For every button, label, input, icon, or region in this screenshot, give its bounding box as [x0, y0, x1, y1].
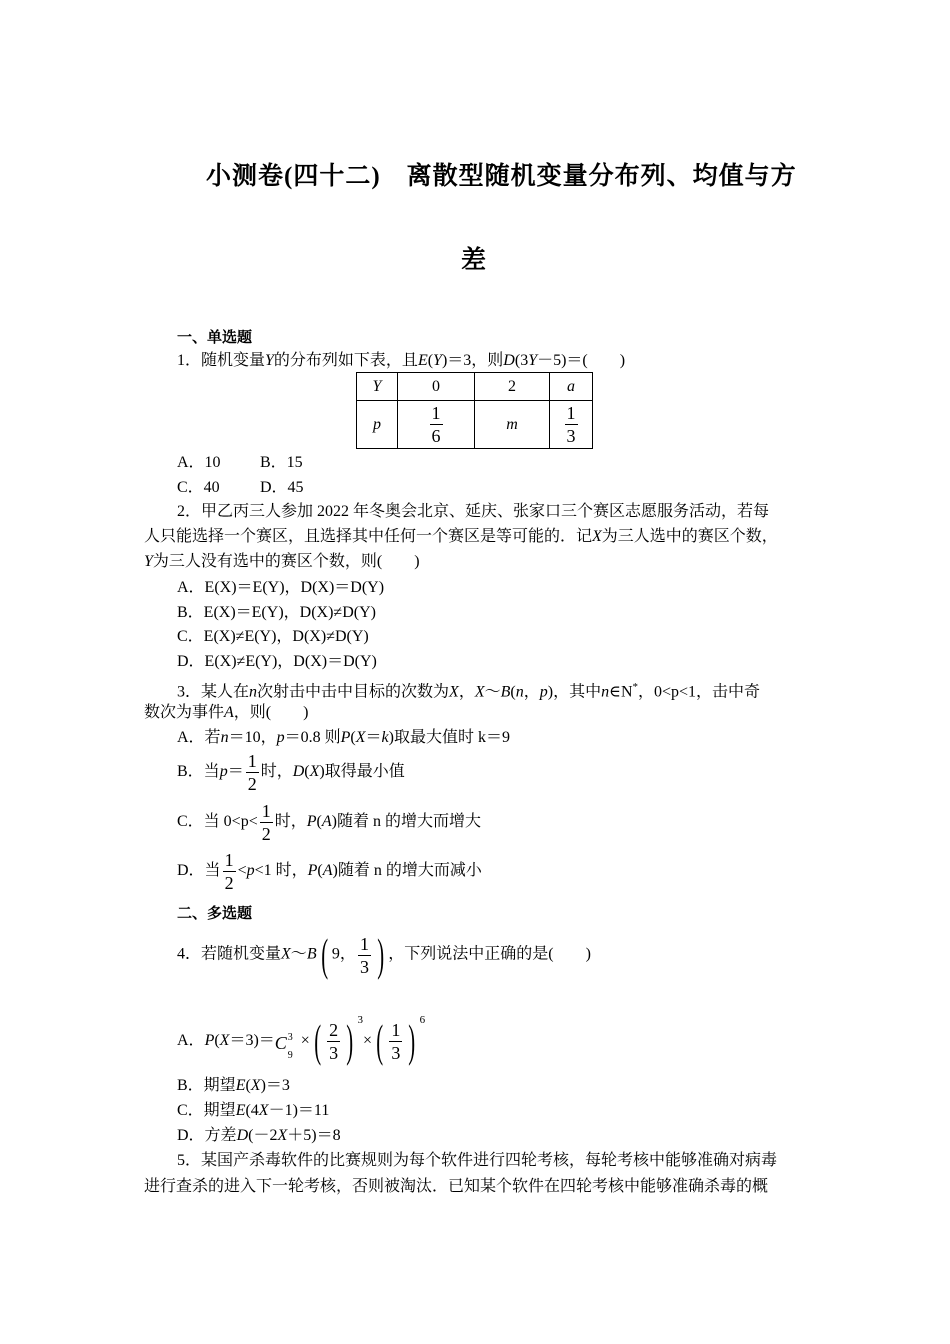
- question-3-option-c: C．当 0<p< $\frac{1}{2}$ 时，P(A)随着 n 的增大而增大: [177, 801, 481, 844]
- table-header-2: 2: [475, 373, 550, 401]
- table-header-0: 0: [398, 373, 475, 401]
- question-4-option-c: C．期望E(4X－1)＝11: [177, 1102, 330, 1119]
- question-3-option-b: B．当p＝ $\frac{1}{2}$ 时，D(X)取得最小值: [177, 751, 405, 794]
- section-heading-multiple-choice: 二、多选题: [177, 906, 253, 922]
- question-5-line-1: 5．某国产杀毒软件的比赛规则为每个软件进行四轮考核，每轮考核中能够准确对病毒: [177, 1152, 778, 1169]
- question-1-option-a: A．10: [177, 454, 221, 471]
- question-1-option-d: D．45: [260, 479, 304, 496]
- question-1-option-c: C．40: [177, 479, 220, 496]
- question-2-line-3: Y为三人没有选中的赛区个数，则( ): [144, 553, 420, 570]
- table-cell-m: m: [475, 401, 550, 449]
- question-3-option-a: A．若n＝10，p＝0.8 则P(X＝k)取最大值时 k＝9: [177, 729, 510, 746]
- question-3-option-d: D．当 $\frac{1}{2}$ <p<1 时，P(A)随着 n 的增大而减小: [177, 850, 482, 893]
- table-header-a: a: [550, 373, 593, 401]
- question-2-option-a: A．E(X)＝E(Y)，D(X)＝D(Y): [177, 579, 385, 596]
- question-1-stem: 1．随机变量Y的分布列如下表，且E(Y)＝3，则D(3Y－5)＝( ): [177, 352, 626, 369]
- table-cell-p0: $\frac{1}{6}$: [398, 401, 475, 449]
- table-row-label-p: p: [357, 401, 398, 449]
- question-1-option-b: B．15: [260, 454, 303, 471]
- question-2-option-d: D．E(X)≠E(Y)，D(X)＝D(Y): [177, 653, 377, 670]
- section-heading-single-choice: 一、单选题: [177, 330, 253, 346]
- distribution-table: [356, 372, 593, 449]
- question-3-line-1: 3．某人在n次射击中击中目标的次数为X，X～B(n，p)，其中n∈N*，0<p<1，击中奇: [177, 681, 761, 701]
- question-4-option-b: B．期望E(X)＝3: [177, 1077, 290, 1094]
- page-title: 小测卷(四十二) 离散型随机变量分布列、均值与方: [206, 163, 797, 190]
- question-2-option-b: B．E(X)＝E(Y)，D(X)≠D(Y): [177, 604, 376, 621]
- question-4-option-a: A．P(X＝3)＝ C 3 9 ×( $\frac{2}{3}$ ) $^3$×( $\frac{1}{3}$ ) $^6$: [177, 1014, 426, 1067]
- question-2-option-c: C．E(X)≠E(Y)，D(X)≠D(Y): [177, 628, 369, 645]
- question-4-stem: 4．若随机变量X～B( 9， $\frac{1}{3}$ ) ，下列说法中正确的是( ): [177, 929, 591, 980]
- table-cell-pa: $\frac{1}{3}$: [550, 401, 593, 449]
- table-header-y: Y: [357, 373, 398, 401]
- question-3-line-2: 数次为事件A，则( ): [144, 704, 309, 721]
- page-title-continued: 差: [461, 247, 488, 274]
- question-2-line-1: 2．甲乙丙三人参加 2022 年冬奥会北京、延庆、张家口三个赛区志愿服务活动，若每: [177, 503, 770, 520]
- question-5-line-2: 进行查杀的进入下一轮考核，否则被淘汰．已知某个软件在四轮考核中能够准确杀毒的概: [144, 1178, 769, 1195]
- question-4-option-d: D．方差D(－2X＋5)＝8: [177, 1127, 341, 1144]
- question-2-line-2: 人只能选择一个赛区，且选择其中任何一个赛区是等可能的．记X为三人选中的赛区个数，: [144, 528, 778, 545]
